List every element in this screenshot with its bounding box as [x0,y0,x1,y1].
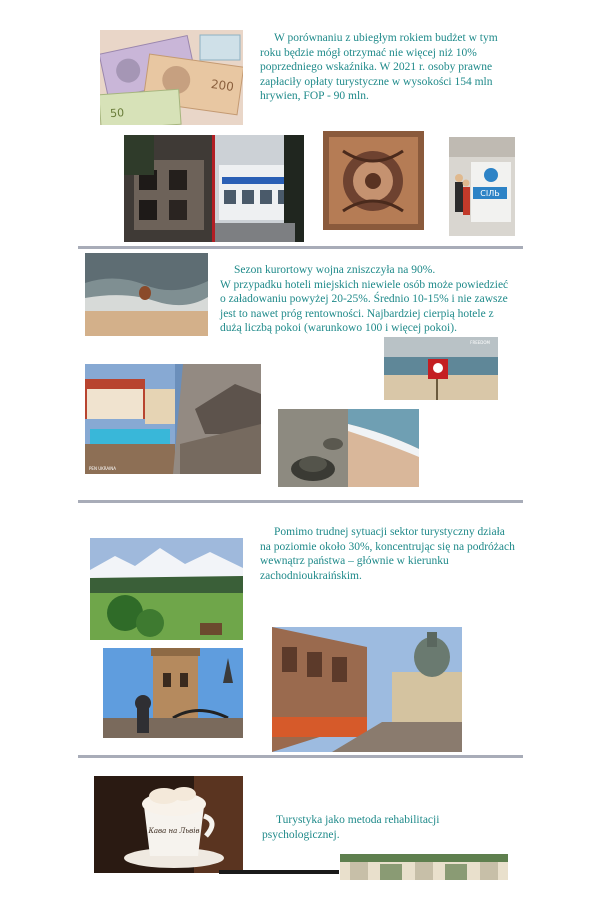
cafe-terrace-image [340,854,508,880]
damaged-building-image [124,135,304,242]
tourism-paragraph [260,525,515,583]
rehab-paragraph [262,813,462,842]
beach-waves-image [85,253,208,336]
svg-text:50: 50 [109,106,125,121]
hotel-destroyed-image [85,364,261,474]
shelter-sign-text: СІЛЬ [480,189,500,198]
paragraph: W porównaniu z ubiegłym rokiem budżet w tym roku będzie mógł otrzymać nie więcej niż 10% poprzedniego wskaźnika. W 2021 r. osoby prawne zapłaciły opłaty turystyczne w wysokości 154 mln hrywien, FOP - 90 mln. [260,32,498,102]
shelter-sign-image [449,137,515,236]
paragraph: Turystyka jako metoda rehabilitacji psychologicznej. [262,814,440,841]
beach-mine-sign-image [384,337,498,400]
lviv-tower-image [103,648,243,738]
paragraph: Sezon kurortowy wojna zniszczyła na 90%. [234,264,436,276]
section-divider [78,500,523,503]
svg-text:200: 200 [210,76,235,94]
hotel-credit: PEN UKRAINA [89,466,117,471]
bottom-bar [219,870,339,874]
paragraph: Pomimo trudnej sytuacji sektor turystyczny działa na poziomie około 30%, koncentrując się na podróżach wewnątrz państwa – głównie w kierunku zachodnioukraińskim. [260,526,515,582]
cup-text: Кава на Львів [148,827,200,835]
section-divider [78,246,523,249]
lviv-street-image [272,627,462,752]
beach-credit: FREEDOM [470,340,490,345]
sea-mines-image [278,409,419,487]
coffee-cup-image [94,776,243,873]
carved-relief-image [323,131,424,230]
paragraph: W przypadku hoteli miejskich niewiele osób może powiedzieć o załadowaniu powyżej 20-25%. Średnio 10-15% i nie zawsze jest to nawet próg rentowności. Najbardziej cierpią hotele z dużą liczbą pokoi (warunkowo 100 i więcej pokoi). [220,278,509,334]
banknotes-image [100,30,243,125]
resort-paragraph [220,263,510,336]
budget-paragraph [260,31,510,104]
section-divider [78,755,523,758]
carpathian-mountains-image [90,538,243,640]
